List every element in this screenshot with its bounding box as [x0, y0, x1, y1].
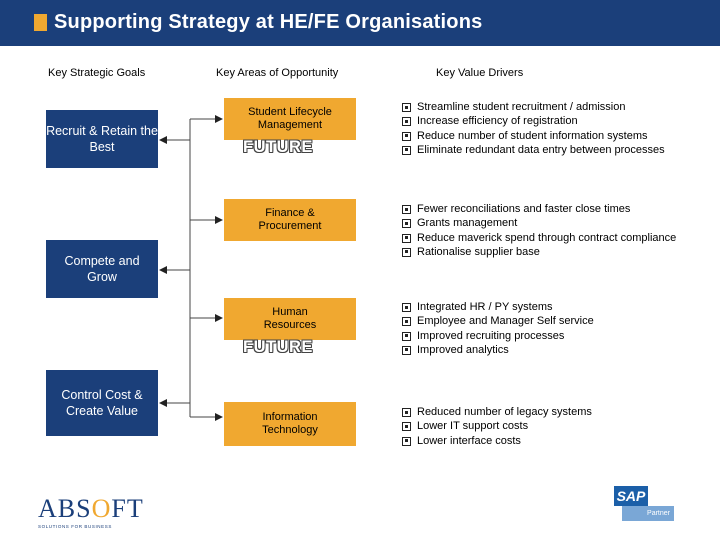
- sap-partner-logo: Partner SAP: [614, 486, 674, 524]
- drivers-list-slcm: [402, 100, 665, 157]
- header-areas: Key Areas of Opportunity: [216, 67, 339, 79]
- area-human-resources: Human Resources: [224, 298, 356, 340]
- checkbox-bullet-icon: [402, 248, 411, 257]
- checkbox-bullet-icon: [402, 317, 411, 326]
- list-item: Improved analytics: [402, 343, 594, 357]
- drivers-list-it: [402, 405, 592, 448]
- checkbox-bullet-icon: [402, 303, 411, 312]
- checkbox-bullet-icon: [402, 332, 411, 341]
- area-student-lifecycle: Student Lifecycle Management: [224, 98, 356, 140]
- list-item: Integrated HR / PY systems: [402, 300, 594, 314]
- list-item: Eliminate redundant data entry between processes: [402, 143, 665, 157]
- list-item: Streamline student recruitment / admission: [402, 100, 665, 114]
- list-item: Employee and Manager Self service: [402, 314, 594, 328]
- list-item: Reduce maverick spend through contract compliance: [402, 231, 676, 245]
- future-label-slcm: FUTURE: [243, 138, 313, 156]
- list-item: Reduce number of student information systems: [402, 129, 665, 143]
- list-item: Improved recruiting processes: [402, 329, 594, 343]
- area-information-technology: Information Technology: [224, 402, 356, 446]
- future-label-hr: FUTURE: [243, 338, 313, 356]
- goal-recruit-retain: Recruit & Retain the Best: [46, 110, 158, 168]
- list-item: Lower interface costs: [402, 434, 592, 448]
- checkbox-bullet-icon: [402, 117, 411, 126]
- checkbox-bullet-icon: [402, 103, 411, 112]
- checkbox-bullet-icon: [402, 408, 411, 417]
- header-goals: Key Strategic Goals: [48, 67, 146, 79]
- checkbox-bullet-icon: [402, 234, 411, 243]
- checkbox-bullet-icon: [402, 132, 411, 141]
- checkbox-bullet-icon: [402, 146, 411, 155]
- absoft-logo: ABSOFT SOLUTIONS FOR BUSINESS: [38, 494, 144, 529]
- checkbox-bullet-icon: [402, 422, 411, 431]
- list-item: Increase efficiency of registration: [402, 114, 665, 128]
- list-item: Reduced number of legacy systems: [402, 405, 592, 419]
- list-item: Grants management: [402, 216, 676, 230]
- page-title: Supporting Strategy at HE/FE Organisations: [54, 11, 483, 33]
- drivers-list-hr: [402, 300, 594, 357]
- list-item: Lower IT support costs: [402, 419, 592, 433]
- drivers-list-finance: [402, 202, 676, 259]
- checkbox-bullet-icon: [402, 437, 411, 446]
- goal-control-cost: Control Cost & Create Value: [46, 370, 158, 436]
- area-finance-procurement: Finance & Procurement: [224, 199, 356, 241]
- checkbox-bullet-icon: [402, 346, 411, 355]
- list-item: Rationalise supplier base: [402, 245, 676, 259]
- checkbox-bullet-icon: [402, 205, 411, 214]
- header-drivers: Key Value Drivers: [436, 67, 524, 79]
- checkbox-bullet-icon: [402, 219, 411, 228]
- goal-compete-grow: Compete and Grow: [46, 240, 158, 298]
- list-item: Fewer reconciliations and faster close times: [402, 202, 676, 216]
